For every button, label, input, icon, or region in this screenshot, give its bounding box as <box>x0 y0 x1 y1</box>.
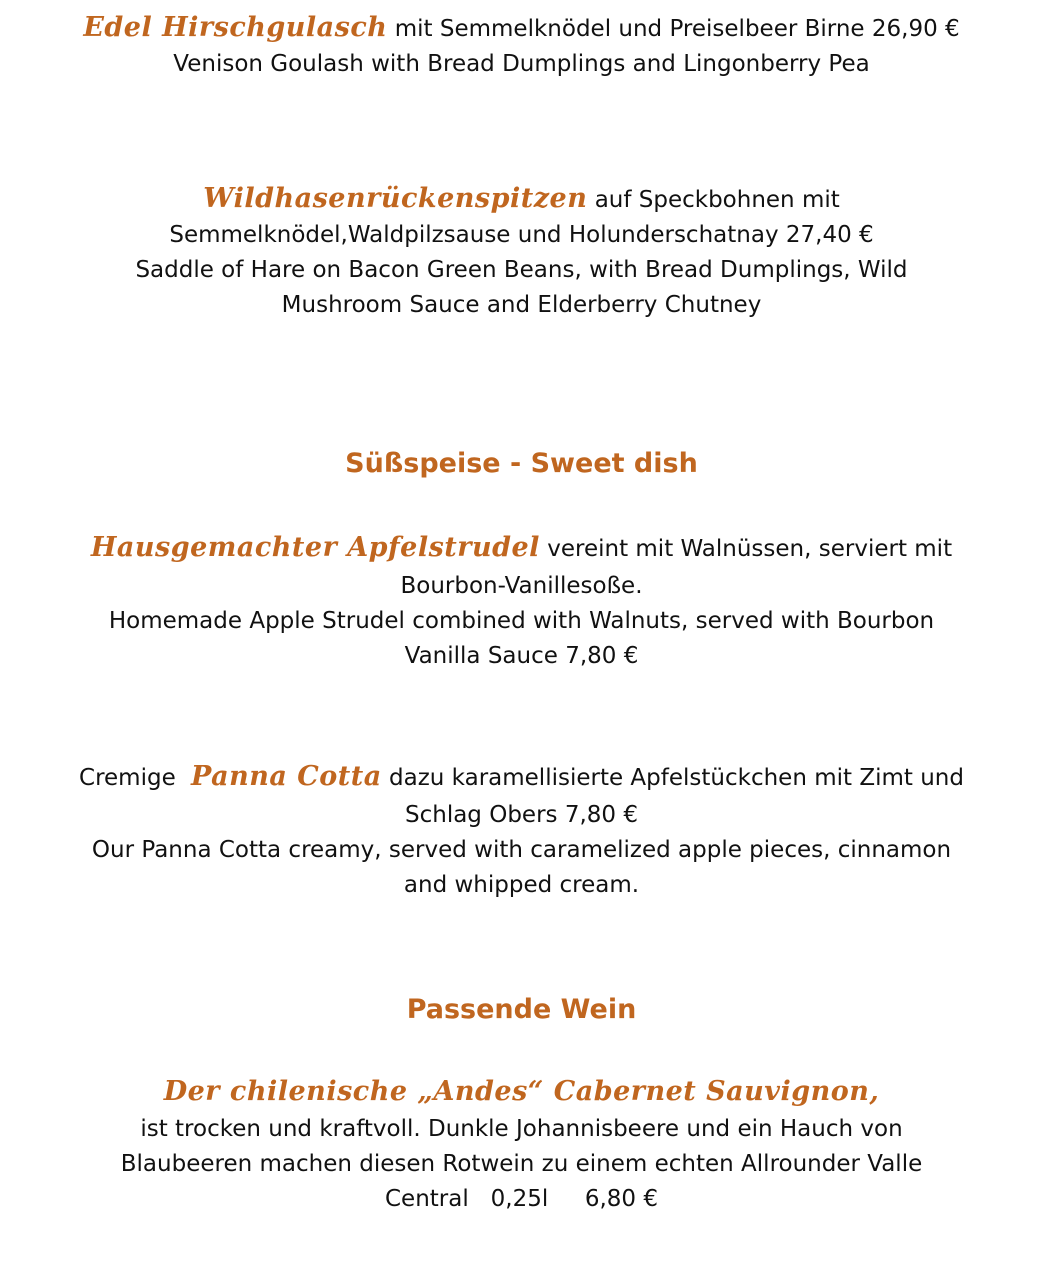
wine-name: Der chilenische „Andes“ Cabernet Sauvignon, <box>163 1076 880 1107</box>
dish-description-en: and whipped cream. <box>403 872 640 898</box>
dish-description-de: Semmelknödel,Waldpilzsause und Holunderschatnay 27,40 € <box>169 222 874 248</box>
dish-name: Edel Hirschgulasch <box>83 12 388 43</box>
dish-description-en: Venison Goulash with Bread Dumplings and Lingonberry Pea <box>173 51 870 77</box>
dish-hirschgulasch <box>0 10 1043 82</box>
dish-title-line <box>0 181 1043 218</box>
wine-description: ist trocken und kraftvoll. Dunkle Johannisbeere und ein Hauch von <box>140 1116 903 1142</box>
section-heading: Passende Wein <box>406 994 637 1025</box>
dish-name: Hausgemachter Apfelstrudel <box>90 532 540 563</box>
section-heading: Süßspeise - Sweet dish <box>345 448 698 479</box>
dish-title-line <box>0 528 1043 569</box>
dish-description-de: dazu karamellisierte Apfelstückchen mit Zimt und <box>389 765 964 791</box>
dish-name: Wildhasenrückenspitzen <box>203 183 588 214</box>
section-sweet <box>0 446 1043 482</box>
wine-price-line: Central 0,25l 6,80 € <box>385 1186 658 1212</box>
dish-title-line <box>0 757 1043 798</box>
dish-description-en: Vanilla Sauce 7,80 € <box>404 643 639 669</box>
section-wine <box>0 992 1043 1028</box>
wine-andes <box>0 1072 1043 1217</box>
dish-description-en: Mushroom Sauce and Elderberry Chutney <box>281 292 762 318</box>
dish-description-en: Saddle of Hare on Bacon Green Beans, with Bread Dumplings, Wild <box>135 257 908 283</box>
dish-description-de: Schlag Obers 7,80 € <box>405 802 638 828</box>
dish-description-en: Our Panna Cotta creamy, served with caramelized apple pieces, cinnamon <box>91 837 952 863</box>
dish-description-de: mit Semmelknödel und Preiselbeer Birne 26,90 € <box>394 16 960 42</box>
wine-description: Blaubeeren machen diesen Rotwein zu einem echten Allrounder Valle <box>120 1151 923 1177</box>
dish-description-de: Bourbon-Vanillesoße. <box>400 573 643 599</box>
dish-description-en: Homemade Apple Strudel combined with Walnuts, served with Bourbon <box>108 608 935 634</box>
dish-wildhasen <box>0 181 1043 323</box>
dish-panna-cotta <box>0 757 1043 903</box>
dish-apfelstrudel <box>0 528 1043 674</box>
dish-prefix: Cremige <box>79 765 176 791</box>
dish-description-de: auf Speckbohnen mit <box>594 187 840 213</box>
dish-description-de: vereint mit Walnüssen, serviert mit <box>547 536 953 562</box>
dish-name: Panna Cotta <box>191 761 382 792</box>
dish-title-line <box>0 10 1043 47</box>
